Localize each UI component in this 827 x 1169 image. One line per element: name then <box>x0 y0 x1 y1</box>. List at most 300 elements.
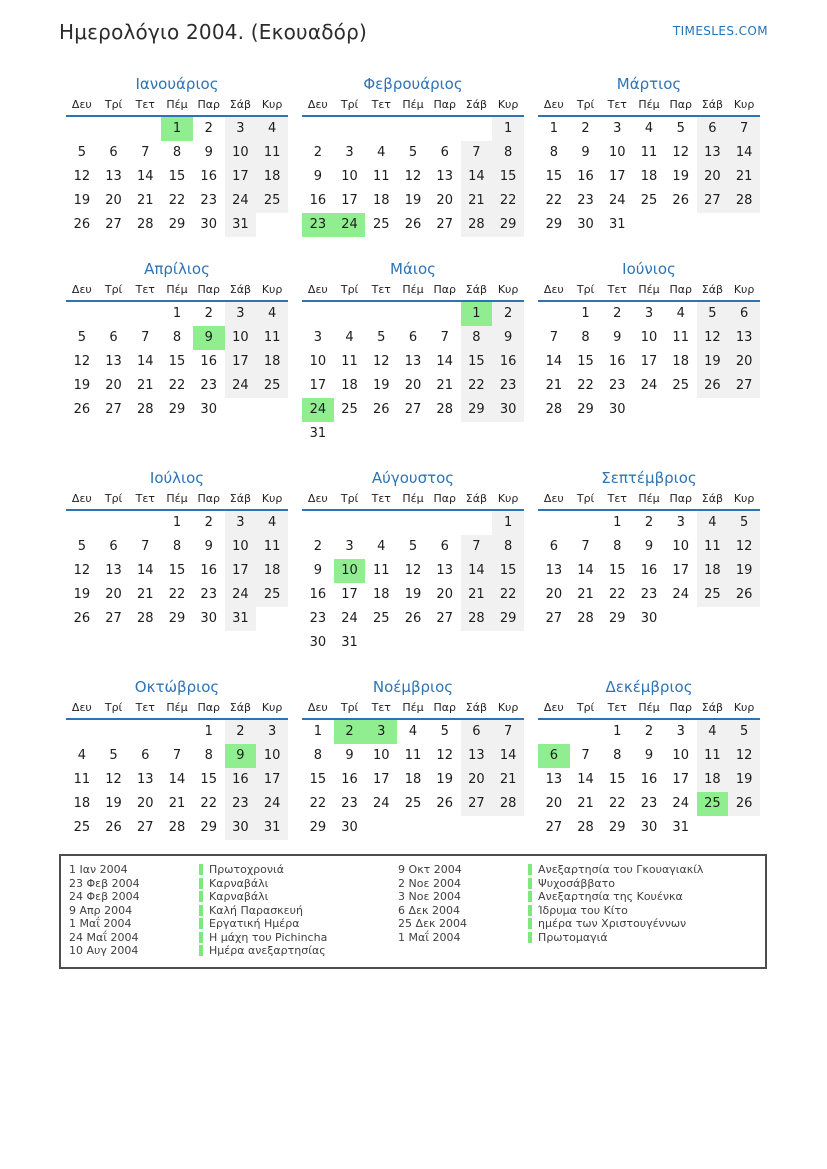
day-cell: 1 <box>492 117 524 141</box>
weekday-header: Πέμ <box>166 283 188 296</box>
week-row <box>66 374 288 398</box>
weekday-header: Σάβ <box>465 283 488 296</box>
day-cell: 6 <box>141 748 150 763</box>
day-cell: 17 <box>256 768 288 792</box>
day-cell: 23 <box>341 796 358 811</box>
weekday-header: Σάβ <box>701 98 724 111</box>
week-row <box>538 816 760 840</box>
day-cell: 29 <box>168 402 186 417</box>
holiday-marker-icon <box>199 878 203 889</box>
day-cell: 23 <box>200 378 217 393</box>
day-cell: 7 <box>141 145 150 160</box>
day-cell: 24 <box>302 398 334 422</box>
day-cell: 29 <box>492 213 524 237</box>
day-cell: 28 <box>436 402 453 417</box>
day-cell: 16 <box>640 563 658 578</box>
day-cell: 1 <box>172 306 182 321</box>
month-5 <box>295 259 531 446</box>
day-cell: 5 <box>408 145 418 160</box>
day-cell: 2 <box>644 515 654 530</box>
day-cell: 20 <box>105 378 122 393</box>
day-cell: 6 <box>109 145 118 160</box>
weekday-header: Δευ <box>307 701 328 714</box>
empty-cell <box>334 422 366 446</box>
day-cell: 20 <box>545 587 563 602</box>
weekday-header: Κυρ <box>261 98 283 111</box>
empty-cell <box>98 302 130 326</box>
day-cell: 20 <box>105 193 122 208</box>
empty-cell <box>365 816 397 840</box>
day-cell: 30 <box>309 635 327 650</box>
empty-cell <box>665 213 697 237</box>
day-cell: 11 <box>256 326 288 350</box>
weekday-header: Τρί <box>576 98 595 111</box>
day-cell: 8 <box>581 330 590 345</box>
day-cell: 1 <box>549 121 558 136</box>
week-row <box>302 607 524 631</box>
holiday-date: 1 Ιαν 2004 <box>69 863 128 877</box>
month-title: Ιούνιος <box>622 260 676 278</box>
day-cell: 5 <box>440 724 449 739</box>
day-cell: 18 <box>404 772 422 787</box>
week-row <box>302 213 524 237</box>
empty-cell <box>129 302 161 326</box>
day-cell: 7 <box>461 535 493 559</box>
weekday-header: Τρί <box>340 492 359 505</box>
empty-cell <box>129 720 161 744</box>
day-cell: 12 <box>672 145 689 160</box>
day-cell: 6 <box>549 539 558 554</box>
day-cell: 3 <box>365 720 397 744</box>
weekday-header: Κυρ <box>733 701 755 714</box>
empty-cell <box>570 720 602 744</box>
day-cell: 11 <box>697 744 729 768</box>
weekday-header: Παρ <box>669 701 692 714</box>
day-cell: 9 <box>313 169 322 184</box>
empty-cell <box>334 302 366 326</box>
empty-cell <box>129 117 161 141</box>
day-cell: 2 <box>204 121 213 136</box>
day-cell: 24 <box>225 583 257 607</box>
day-cell: 3 <box>225 302 257 326</box>
day-cell: 8 <box>613 748 622 763</box>
day-cell: 22 <box>492 583 524 607</box>
day-cell: 29 <box>168 217 186 232</box>
weekday-header: Σάβ <box>229 701 252 714</box>
day-cell: 31 <box>225 213 257 237</box>
day-cell: 25 <box>697 792 729 816</box>
day-cell: 13 <box>105 563 122 578</box>
week-row <box>66 511 288 535</box>
weekday-header-row <box>66 283 288 302</box>
day-cell: 28 <box>137 217 154 232</box>
day-cell: 29 <box>200 820 217 835</box>
day-cell: 17 <box>225 350 257 374</box>
holiday-marker-icon <box>199 945 203 956</box>
day-cell: 3 <box>225 511 257 535</box>
empty-cell <box>492 422 524 446</box>
day-cell: 1 <box>613 724 622 739</box>
weekday-header: Κυρ <box>497 283 519 296</box>
day-cell: 27 <box>436 217 453 232</box>
day-cell: 28 <box>545 402 563 417</box>
month-2 <box>295 74 531 237</box>
day-cell: 18 <box>697 559 729 583</box>
weekday-header: Πέμ <box>402 283 424 296</box>
day-cell: 7 <box>141 539 150 554</box>
day-cell: 23 <box>577 193 594 208</box>
day-cell: 10 <box>225 326 257 350</box>
holiday-marker-icon <box>199 891 203 902</box>
week-row <box>302 768 524 792</box>
day-cell: 24 <box>225 374 257 398</box>
empty-cell <box>397 302 429 326</box>
week-row <box>302 326 524 350</box>
day-cell: 26 <box>105 820 122 835</box>
day-cell: 22 <box>168 378 186 393</box>
weekday-header: Τρί <box>104 283 123 296</box>
day-cell: 15 <box>609 563 626 578</box>
weekday-header: Τετ <box>371 283 391 296</box>
week-row <box>66 302 288 326</box>
week-row <box>302 422 524 446</box>
day-cell: 28 <box>168 820 186 835</box>
legend-entry <box>398 877 757 891</box>
day-cell: 4 <box>256 117 288 141</box>
weekday-header: Τετ <box>607 283 627 296</box>
weekday-header: Σάβ <box>229 98 252 111</box>
day-cell: 30 <box>341 820 358 835</box>
day-cell: 17 <box>640 354 658 369</box>
month-title: Φεβρουάριος <box>363 75 463 93</box>
weekday-header: Δευ <box>71 98 92 111</box>
brand-link[interactable]: TIMESLES.COM <box>672 24 768 38</box>
day-cell: 21 <box>728 165 760 189</box>
day-cell: 18 <box>256 165 288 189</box>
day-cell: 30 <box>492 398 524 422</box>
weekday-header: Πέμ <box>402 98 424 111</box>
weekday-header: Πέμ <box>638 701 660 714</box>
day-cell: 30 <box>640 820 658 835</box>
day-cell: 26 <box>73 217 91 232</box>
day-cell: 15 <box>168 169 186 184</box>
day-cell: 18 <box>373 193 390 208</box>
day-cell: 25 <box>640 193 658 208</box>
weekday-header: Παρ <box>433 98 456 111</box>
day-cell: 9 <box>345 748 354 763</box>
day-cell: 20 <box>697 165 729 189</box>
day-cell: 16 <box>309 193 327 208</box>
day-cell: 11 <box>256 141 288 165</box>
day-cell: 9 <box>193 326 225 350</box>
day-cell: 14 <box>728 141 760 165</box>
day-cell: 28 <box>577 611 594 626</box>
week-row <box>302 559 524 583</box>
day-cell: 21 <box>137 587 154 602</box>
day-cell: 7 <box>461 141 493 165</box>
day-cell: 8 <box>204 748 213 763</box>
day-cell: 2 <box>581 121 590 136</box>
week-row <box>66 744 288 768</box>
weekday-header-row <box>302 283 524 302</box>
holiday-marker-icon <box>199 932 203 943</box>
empty-cell <box>461 816 493 840</box>
week-row <box>66 326 288 350</box>
day-cell: 23 <box>492 374 524 398</box>
week-row <box>538 165 760 189</box>
legend-entry <box>398 863 757 877</box>
week-row <box>538 350 760 374</box>
day-cell: 28 <box>492 792 524 816</box>
day-cell: 8 <box>313 748 322 763</box>
empty-cell <box>256 398 288 422</box>
day-cell: 23 <box>640 587 658 602</box>
day-cell: 24 <box>609 193 626 208</box>
week-row <box>66 117 288 141</box>
empty-cell <box>633 213 665 237</box>
day-cell: 24 <box>640 378 658 393</box>
day-cell: 19 <box>373 378 390 393</box>
holiday-name: Ψυχοσάββατο <box>538 876 616 890</box>
day-cell: 19 <box>73 378 91 393</box>
day-cell: 14 <box>577 772 594 787</box>
day-cell: 10 <box>225 535 257 559</box>
empty-cell <box>570 511 602 535</box>
week-row <box>538 302 760 326</box>
legend-entry <box>69 863 398 877</box>
day-cell: 27 <box>436 611 453 626</box>
day-cell: 1 <box>492 511 524 535</box>
month-10 <box>59 677 295 840</box>
day-cell: 10 <box>341 169 358 184</box>
legend-entry <box>398 890 757 904</box>
holiday-date: 6 Δεκ 2004 <box>398 903 460 917</box>
week-row <box>538 607 760 631</box>
day-cell: 26 <box>73 611 91 626</box>
weekday-header: Σάβ <box>701 283 724 296</box>
day-cell: 6 <box>408 330 418 345</box>
day-cell: 21 <box>461 189 493 213</box>
day-cell: 14 <box>137 563 154 578</box>
day-cell: 7 <box>581 748 590 763</box>
legend-entry <box>69 904 398 918</box>
day-cell: 9 <box>581 145 590 160</box>
empty-cell <box>365 422 397 446</box>
day-cell: 24 <box>341 611 358 626</box>
day-cell: 10 <box>672 539 689 554</box>
day-cell: 22 <box>609 796 626 811</box>
week-row <box>538 398 760 422</box>
day-cell: 21 <box>137 378 154 393</box>
month-title: Μάιος <box>390 260 436 278</box>
weekday-header: Δευ <box>307 283 328 296</box>
day-cell: 16 <box>200 169 217 184</box>
day-cell: 26 <box>73 402 91 417</box>
day-cell: 19 <box>436 772 453 787</box>
day-cell: 17 <box>225 559 257 583</box>
day-cell: 30 <box>200 402 217 417</box>
day-cell: 1 <box>461 302 493 326</box>
month-title: Νοέμβριος <box>372 678 454 696</box>
day-cell: 22 <box>577 378 594 393</box>
day-cell: 11 <box>404 748 422 763</box>
month-title: Απρίλιος <box>144 260 210 278</box>
weekday-header: Πέμ <box>166 492 188 505</box>
day-cell: 18 <box>73 796 91 811</box>
holiday-name: Η μάχη του Pichincha <box>209 930 328 944</box>
day-cell: 17 <box>309 378 327 393</box>
holiday-name: ημέρα των Χριστουγέννων <box>538 917 687 931</box>
weekday-header: Τετ <box>371 492 391 505</box>
weekday-header: Πέμ <box>638 492 660 505</box>
day-cell: 9 <box>225 744 257 768</box>
day-cell: 20 <box>404 378 422 393</box>
day-cell: 12 <box>105 772 122 787</box>
day-cell: 23 <box>225 792 257 816</box>
weekday-header: Τετ <box>135 701 155 714</box>
week-row <box>302 535 524 559</box>
day-cell: 22 <box>492 189 524 213</box>
day-cell: 6 <box>538 744 570 768</box>
empty-cell <box>256 607 288 631</box>
empty-cell <box>397 117 429 141</box>
day-cell: 5 <box>728 511 760 535</box>
empty-cell <box>429 117 461 141</box>
day-cell: 22 <box>168 587 186 602</box>
day-cell: 6 <box>728 302 760 326</box>
day-cell: 15 <box>168 354 186 369</box>
day-cell: 9 <box>313 563 322 578</box>
weekday-header: Παρ <box>197 283 220 296</box>
day-cell: 19 <box>728 559 760 583</box>
week-row <box>538 768 760 792</box>
day-cell: 15 <box>461 350 493 374</box>
weekday-header-row <box>66 701 288 720</box>
day-cell: 31 <box>672 820 689 835</box>
day-cell: 26 <box>672 193 689 208</box>
holiday-date: 9 Οκτ 2004 <box>398 863 462 877</box>
weekday-header: Τρί <box>340 283 359 296</box>
day-cell: 13 <box>545 563 563 578</box>
day-cell: 4 <box>77 748 86 763</box>
weekday-header: Παρ <box>669 283 692 296</box>
day-cell: 30 <box>577 217 594 232</box>
week-row <box>538 535 760 559</box>
empty-cell <box>129 511 161 535</box>
day-cell: 12 <box>404 169 422 184</box>
holiday-name: Ανεξαρτησία της Κουένκα <box>538 890 683 904</box>
weekday-header: Κυρ <box>733 98 755 111</box>
day-cell: 5 <box>77 539 86 554</box>
empty-cell <box>538 720 570 744</box>
day-cell: 13 <box>436 563 453 578</box>
day-cell: 16 <box>225 768 257 792</box>
weekday-header: Τρί <box>576 283 595 296</box>
day-cell: 20 <box>461 768 493 792</box>
weekday-header: Τρί <box>104 492 123 505</box>
day-cell: 14 <box>461 559 493 583</box>
day-cell: 21 <box>577 796 594 811</box>
month-title: Σεπτέμβριος <box>601 469 697 487</box>
weekday-header: Κυρ <box>733 283 755 296</box>
empty-cell <box>397 511 429 535</box>
week-row <box>302 165 524 189</box>
day-cell: 16 <box>200 563 217 578</box>
day-cell: 28 <box>461 607 493 631</box>
day-cell: 7 <box>141 330 150 345</box>
empty-cell <box>66 302 98 326</box>
day-cell: 14 <box>577 563 594 578</box>
month-title: Μάρτιος <box>616 75 682 93</box>
empty-cell <box>538 511 570 535</box>
holiday-name: Πρωτοχρονιά <box>209 863 285 877</box>
holiday-date: 24 Φεβ 2004 <box>69 890 140 904</box>
page-title: Ημερολόγιο 2004. (Εκουαδόρ) <box>59 20 367 44</box>
week-row <box>302 720 524 744</box>
day-cell: 3 <box>313 330 322 345</box>
holiday-date: 10 Αυγ 2004 <box>69 944 139 958</box>
day-cell: 9 <box>613 330 622 345</box>
day-cell: 18 <box>373 587 390 602</box>
day-cell: 7 <box>492 720 524 744</box>
weekday-header: Τετ <box>371 98 391 111</box>
day-cell: 31 <box>256 816 288 840</box>
legend-entry <box>69 944 398 958</box>
week-row <box>66 768 288 792</box>
weekday-header: Παρ <box>433 701 456 714</box>
week-row <box>302 631 524 655</box>
holiday-date: 23 Φεβ 2004 <box>69 876 140 890</box>
empty-cell <box>697 213 729 237</box>
day-cell: 24 <box>256 792 288 816</box>
weekday-header: Πέμ <box>638 98 660 111</box>
day-cell: 12 <box>728 535 760 559</box>
month-6 <box>531 259 767 422</box>
day-cell: 4 <box>256 511 288 535</box>
day-cell: 21 <box>545 378 563 393</box>
weekday-header-row <box>302 701 524 720</box>
day-cell: 4 <box>676 306 685 321</box>
day-cell: 24 <box>225 189 257 213</box>
day-cell: 12 <box>73 354 91 369</box>
day-cell: 28 <box>137 402 154 417</box>
day-cell: 3 <box>676 724 685 739</box>
weekday-header: Σάβ <box>465 98 488 111</box>
week-row <box>66 141 288 165</box>
day-cell: 23 <box>200 193 217 208</box>
day-cell: 20 <box>436 193 453 208</box>
day-cell: 18 <box>697 768 729 792</box>
weekday-header: Δευ <box>543 98 564 111</box>
empty-cell <box>538 302 570 326</box>
week-row <box>66 792 288 816</box>
holiday-name: Ανεξαρτησία του Γκουαγιακίλ <box>538 863 704 877</box>
day-cell: 18 <box>640 169 658 184</box>
weekday-header: Τετ <box>135 492 155 505</box>
weekday-header-row <box>66 492 288 511</box>
week-row <box>66 213 288 237</box>
day-cell: 29 <box>492 607 524 631</box>
day-cell: 11 <box>373 169 390 184</box>
day-cell: 12 <box>436 748 453 763</box>
weekday-header-row <box>66 98 288 117</box>
day-cell: 2 <box>613 306 622 321</box>
day-cell: 27 <box>545 820 563 835</box>
day-cell: 12 <box>404 563 422 578</box>
day-cell: 14 <box>461 165 493 189</box>
day-cell: 16 <box>492 350 524 374</box>
day-cell: 30 <box>200 611 217 626</box>
